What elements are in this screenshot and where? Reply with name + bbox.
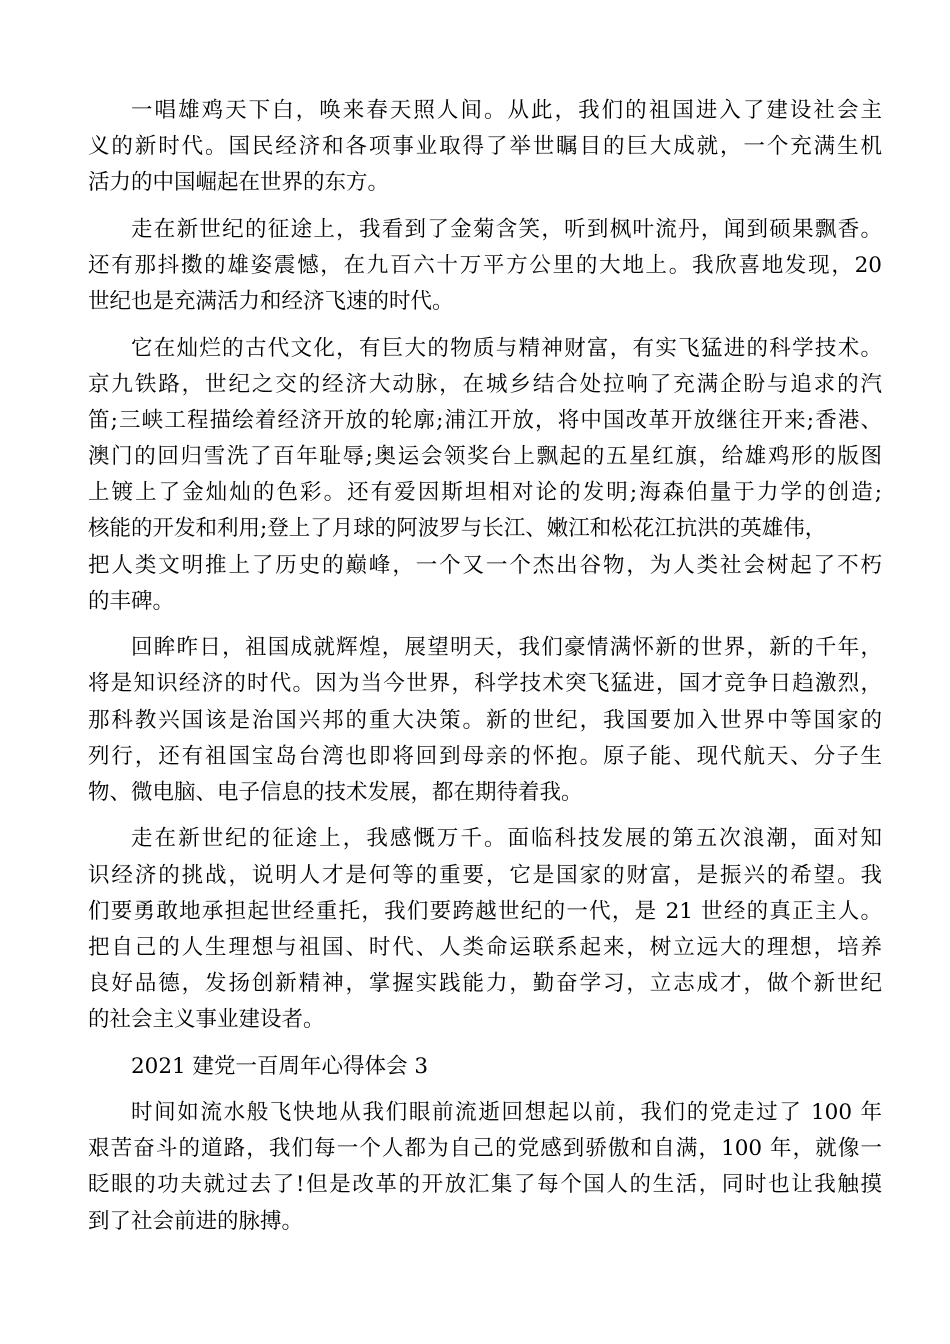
text-line: 回眸昨日，祖国成就辉煌，展望明天，我们豪情满怀新的世界，新的千年， xyxy=(131,635,882,661)
text-line: 笛;三峡工程描绘着经济开放的轮廓;浦江开放，将中国改革开放继往开来;香港、 xyxy=(88,407,882,433)
text-line: 到了社会前进的脉搏。 xyxy=(88,1208,304,1234)
heading-text: 2021 建党一百周年心得体会 3 xyxy=(131,1053,429,1079)
section-heading xyxy=(88,1049,882,1085)
text-line: 把自己的人生理想与祖国、时代、人类命运联系起来，树立远大的理想，培养 xyxy=(88,934,882,960)
text-line: 核能的开发和利用;登上了月球的阿波罗与长江、嫩江和松花江抗洪的英雄伟， xyxy=(88,516,827,542)
paragraph xyxy=(88,331,882,621)
text-line: 识经济的挑战，说明人才是何等的重要，它是国家的财富，是振兴的希望。我 xyxy=(88,862,882,888)
text-line: 走在新世纪的征途上，我感慨万千。面临科技发展的第五次浪潮，面对知 xyxy=(131,826,882,852)
text-line: 列行，还有祖国宝岛台湾也即将回到母亲的怀抱。原子能、现代航天、分子生 xyxy=(88,743,882,769)
text-line: 活力的中国崛起在世界的东方。 xyxy=(88,170,390,196)
text-line: 一唱雄鸡天下白，唤来春天照人间。从此，我们的祖国进入了建设社会主 xyxy=(131,98,882,123)
text-line: 京九铁路，世纪之交的经济大动脉，在城乡结合处拉响了充满企盼与追求的汽 xyxy=(88,371,882,397)
text-line: 把人类文明推上了历史的巅峰，一个又一个杰出谷物，为人类社会树起了不朽 xyxy=(88,552,882,578)
paragraph xyxy=(88,821,882,1038)
document-page xyxy=(88,93,882,1240)
text-line: 澳门的回归雪洗了百年耻辱;奥运会领奖台上飘起的五星红旗，给雄鸡形的版图 xyxy=(88,444,882,470)
text-line: 那科教兴国该是治国兴邦的重大决策。新的世纪，我国要加入世界中等国家的 xyxy=(88,707,882,733)
text-line: 物、微电脑、电子信息的技术发展，都在期待着我。 xyxy=(88,779,583,805)
text-line: 的社会主义事业建设者。 xyxy=(88,1007,325,1033)
text-line: 良好品德，发扬创新精神，掌握实践能力，勤奋学习，立志成才，做个新世纪 xyxy=(88,971,882,997)
text-line: 还有那抖擞的雄姿震憾，在九百六十万平方公里的大地上。我欣喜地发现，20 xyxy=(88,252,882,278)
text-line: 世纪也是充满活力和经济飞速的时代。 xyxy=(88,289,454,315)
text-line: 上镀上了金灿灿的色彩。还有爱因斯坦相对论的发明;海森伯量于力学的创造; xyxy=(88,480,882,506)
text-line: 眨眼的功夫就过去了!但是改革的开放汇集了每个国人的生活，同时也让我触摸 xyxy=(88,1172,882,1198)
text-line: 义的新时代。国民经济和各项事业取得了举世瞩目的巨大成就，一个充满生机 xyxy=(88,134,882,160)
paragraph xyxy=(88,1095,882,1240)
paragraph xyxy=(88,630,882,811)
text-line: 它在灿烂的古代文化，有巨大的物质与精神财富，有实飞猛进的科学技术。 xyxy=(131,335,882,361)
paragraph xyxy=(88,93,882,202)
paragraph xyxy=(88,212,882,321)
text-line: 走在新世纪的征途上，我看到了金菊含笑，听到枫叶流丹，闻到硕果飘香。 xyxy=(131,216,882,242)
text-line: 们要勇敢地承担起世经重托，我们要跨越世纪的一代，是 21 世经的真正主人。 xyxy=(88,898,882,924)
text-line: 的丰碑。 xyxy=(88,588,175,614)
text-line: 艰苦奋斗的道路，我们每一个人都为自己的党感到骄傲和自满，100 年，就像一 xyxy=(88,1136,882,1162)
text-line: 时间如流水般飞快地从我们眼前流逝回想起以前，我们的党走过了 100 年 xyxy=(131,1100,882,1125)
text-line: 将是知识经济的时代。因为当今世界，科学技术突飞猛进，国才竞争日趋激烈， xyxy=(88,671,882,697)
